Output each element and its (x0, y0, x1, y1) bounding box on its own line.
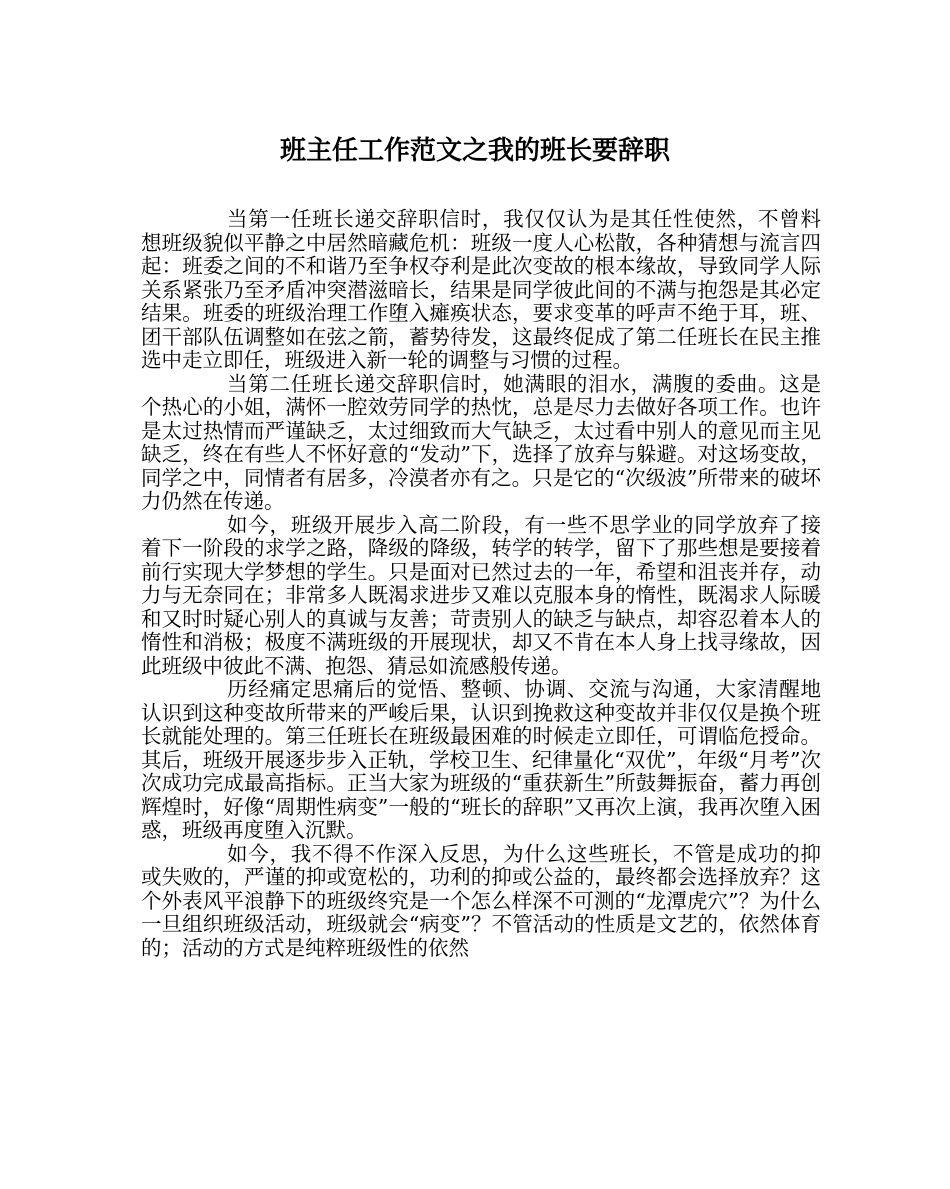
document-body (141, 208, 821, 960)
paragraph-3: 如今，班级开展步入高二阶段，有一些不思学业的同学放弃了接着下一阶段的求学之路，降级的降级，转学的转学，留下了那些想是要接着前行实现大学梦想的学生。只是面对已然过去的一年，希望和沮丧并存，动力与无奈同在；非常多人既渴求进步又难以克服本身的惰性，既渴求人际暖和又时时疑心别人的真诚与友善；苛责别人的缺乏与缺点，却容忍着本人的惰性和消极；极度不满班级的开展现状，却又不肯在本人身上找寻缘故，因此班级中彼此不满、抱怨、猜忌如流感般传递。 (141, 512, 821, 678)
paragraph-1: 当第一任班长递交辞职信时，我仅仅认为是其任性使然，不曾料想班级貌似平静之中居然暗藏危机：班级一度人心松散，各种猜想与流言四起：班委之间的不和谐乃至争权夺利是此次变故的根本缘故，导致同学人际关系紧张乃至矛盾冲突潜滋暗长，结果是同学彼此间的不满与抱怨是其必定结果。班委的班级治理工作堕入瘫痪状态，要求变革的呼声不绝于耳，班、团干部队伍调整如在弦之箭，蓄势待发，这最终促成了第二任班长在民主推选中走立即任，班级进入新一轮的调整与习惯的过程。 (141, 207, 821, 372)
paragraph-2: 当第二任班长递交辞职信时，她满眼的泪水，满腹的委曲。这是个热心的小姐，满怀一腔效劳同学的热忱，总是尽力去做好各项工作。也许是太过热情而严谨缺乏，太过细致而大气缺乏，太过看中别人的意见而主见缺乏，终在有些人不怀好意的“发动”下，选择了放弃与躲避。对这场变故，同学之中，同情者有居多，冷漠者亦有之。只是它的“次级波”所带来的破坏力仍然在传递。 (141, 371, 821, 513)
paragraph-5: 如今，我不得不作深入反思，为什么这些班长，不管是成功的抑或失败的，严谨的抑或宽松的，功利的抑或公益的，最终都会选择放弃？这个外表风平浪静下的班级终究是一个怎么样深不可测的“龙潭虎穴”？为什么一旦组织班级活动，班级就会“病变”？不管活动的性质是文艺的，依然体育的；活动的方式是纯粹班级性的依然 (141, 841, 821, 960)
paragraph-4: 历经痛定思痛后的觉悟、整顿、协调、交流与沟通，大家清醒地认识到这种变故所带来的严峻后果，认识到挽救这种变故并非仅仅是换个班长就能处理的。第三任班长在班级最困难的时候走立即任，可谓临危授命。其后，班级开展逐步步入正轨，学校卫生、纪律量化“双优”，年级“月考”次次成功完成最高指标。正当大家为班级的“重获新生”所鼓舞振奋，蓄力再创辉煌时，好像“周期性病变”一般的“班长的辞职”又再次上演，我再次堕入困惑，班级再度堕入沉默。 (141, 677, 821, 842)
document-title: 班主任工作范文之我的班长要辞职 (279, 136, 670, 166)
